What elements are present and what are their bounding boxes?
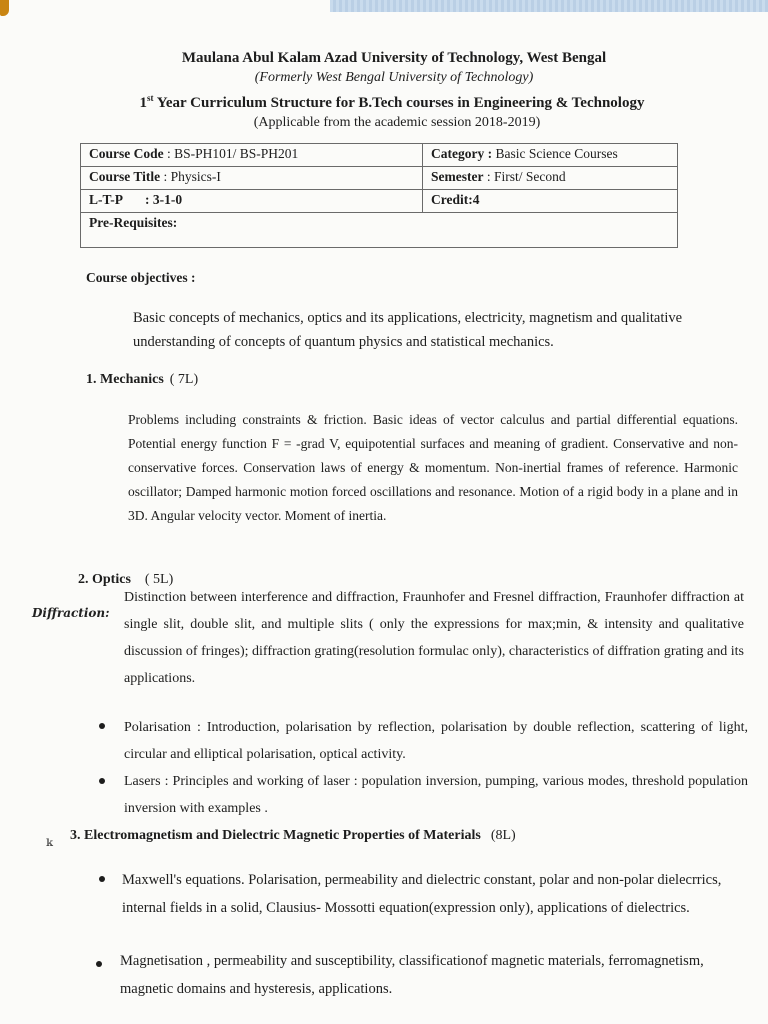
margin-mark-icon: 𝕜 [46, 838, 53, 849]
bullet-icon [99, 723, 105, 729]
handwritten-note: Diffraction: [32, 606, 110, 620]
course-title-cell: Course Title : Physics-I [81, 167, 423, 190]
document-header [0, 48, 768, 133]
credit-cell: Credit:4 [423, 190, 678, 213]
semester-cell: Semester : First/ Second [423, 167, 678, 190]
magnetisation-item: Magnetisation , permeability and susceptibility, classificationof magnetic materials, ferromagnetism, magnetic domains and hysteresis, applications. [120, 953, 704, 997]
scan-edge-strip [330, 0, 768, 12]
ltp-cell: L-T-P : 3-1-0 [81, 190, 423, 213]
ink-mark [0, 0, 9, 16]
optics-heading: 2. Optics ( 5L) [78, 572, 174, 587]
polarisation-item: Polarisation : Introduction, polarisation by reflection, polarisation by double reflection, scattering of light, circular and elliptical polarisation, optical activity. [124, 720, 748, 762]
prerequisites-cell: Pre-Requisites: [81, 213, 678, 248]
bullet-icon [99, 876, 105, 882]
diffraction-text: Distinction between interference and diffraction, Fraunhofer and Fresnel diffraction, Fraunhofer diffraction at single slit, double slit, and multiple slits ( only the expressions for max;min, & intensity and qualitative discussion of fringes); diffraction grating(resolution formulac only), characteristics of diffration grating and its applications. [124, 590, 744, 686]
course-code-cell: Course Code : BS-PH101/ BS-PH201 [81, 144, 423, 167]
bullet-icon [96, 961, 102, 967]
objectives-heading: Course objectives : [86, 270, 196, 285]
mechanics-text: Problems including constraints & friction. Basic ideas of vector calculus and partial differential equations. Potential energy function F = -grad V, equipotential surfaces and meaning of gradient. Conservative and non-conservative forces. Conservation laws of energy & momentum. Non-inertial frames of reference. Harmonic oscillator; Damped harmonic motion forced oscillations and resonance. Motion of a rigid body in a plane and in 3D. Angular velocity vector. Moment of inertia. [128, 412, 738, 523]
university-name: Maulana Abul Kalam Azad University of Technology, West Bengal [181, 50, 607, 66]
curriculum-title: 1st Year Curriculum Structure for B.Tech courses in Engineering & Technology [139, 93, 645, 111]
applicable-session: (Applicable from the academic session 2018-2019) [253, 115, 541, 130]
objectives-text: Basic concepts of mechanics, optics and its applications, electricity, magnetism and qualitative understanding of concepts of quantum physics and statistical mechanics. [133, 310, 683, 350]
electromagnetism-heading: 3. Electromagnetism and Dielectric Magnetic Properties of Materials (8L) [70, 828, 516, 843]
category-cell: Category : Basic Science Courses [423, 144, 678, 167]
mechanics-heading: 1. Mechanics ( 7L) [86, 372, 199, 387]
maxwell-item: Maxwell's equations. Polarisation, permeability and dielectric constant, polar and non-polar dielecrrics, internal fields in a solid, Clausius- Mossotti equation(expression only), applications of dielectrics. [122, 872, 722, 916]
formerly-name: (Formerly West Bengal University of Technology) [254, 70, 534, 85]
lasers-item: Lasers : Principles and working of laser : population inversion, pumping, various modes, threshold population inversion with examples . [124, 774, 748, 816]
bullet-icon [99, 778, 105, 784]
course-info-table [80, 143, 678, 248]
